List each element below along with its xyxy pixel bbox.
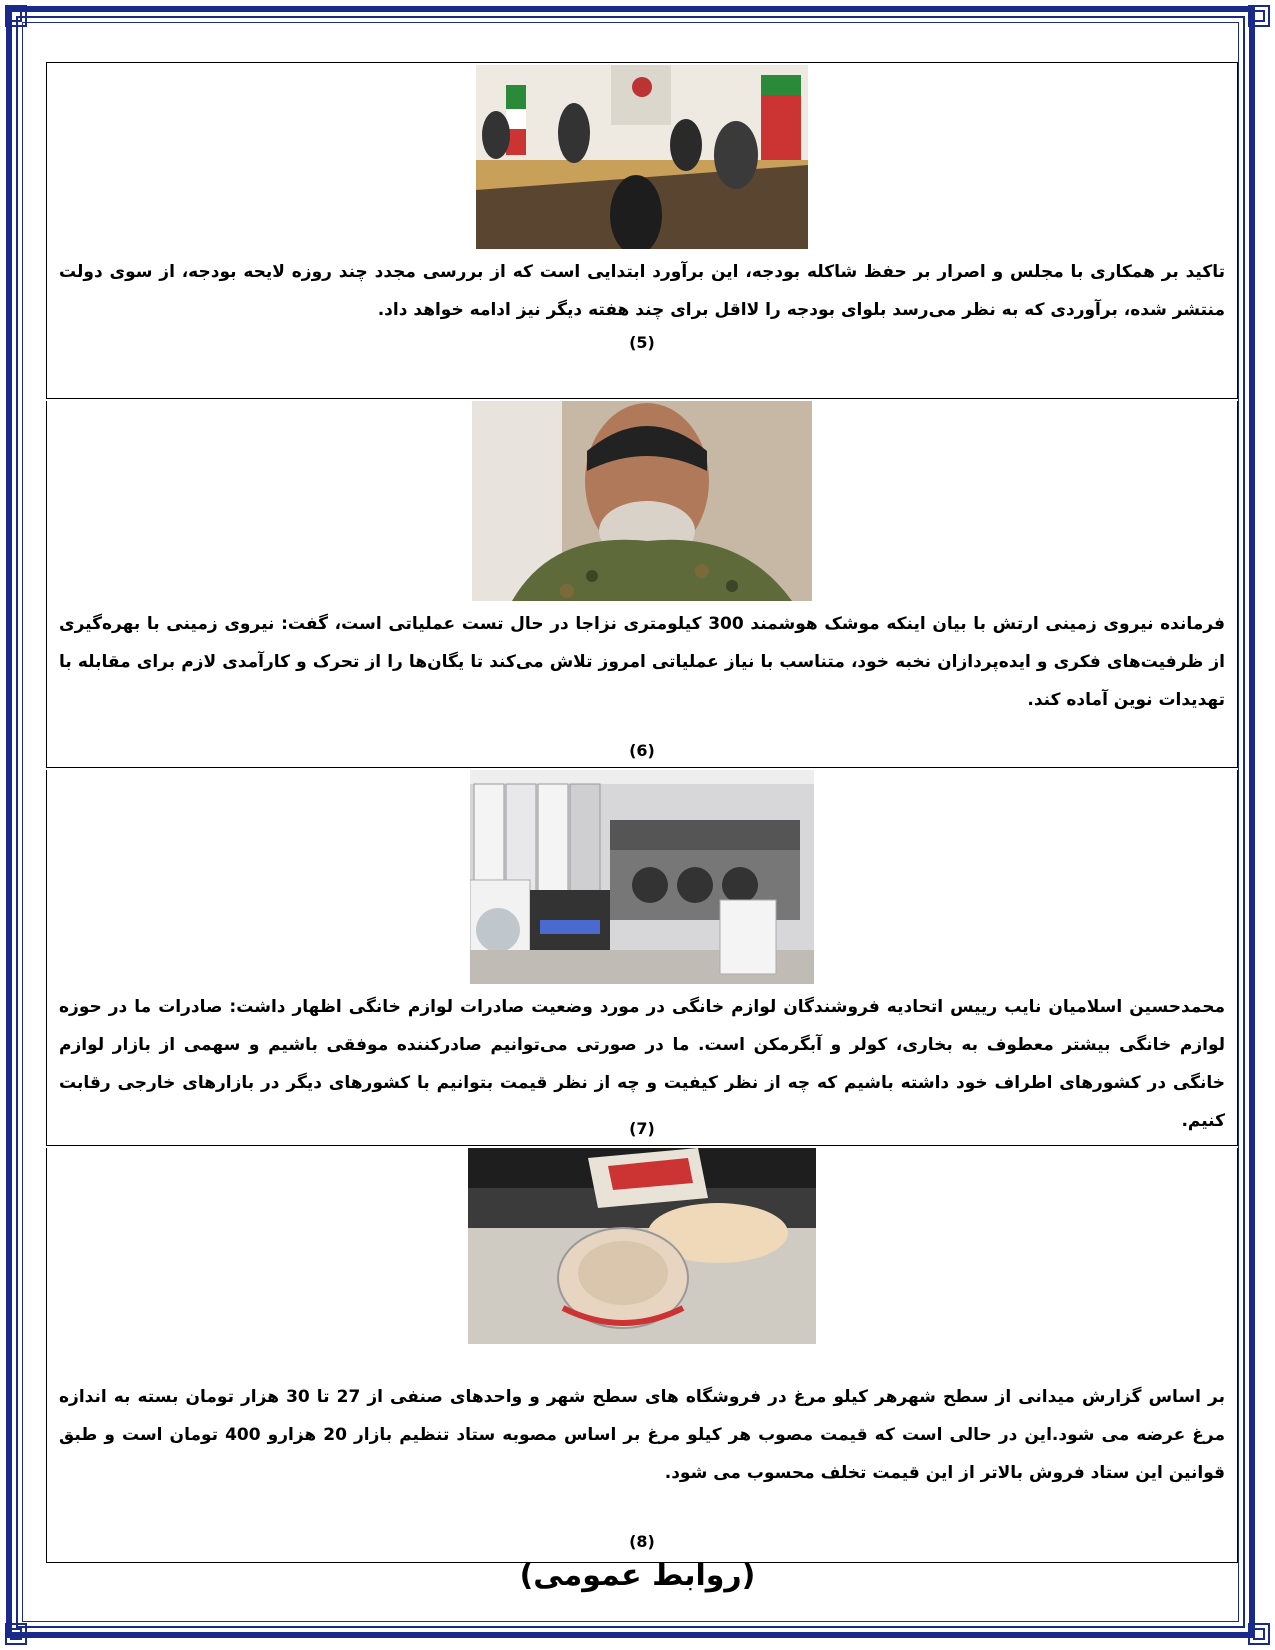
government-meeting-photo: [476, 65, 808, 249]
packaged-chicken-photo: [468, 1148, 816, 1344]
news-caption: محمدحسین اسلامیان نایب رییس اتحادیه فروشندگان لوازم خانگی در مورد وضعیت صادرات لوازم خانگی اظهار داشت: صادرات ما در حوزه لوازم خانگی بیشتر معطوف به بخاری، کولر و آبگرمکن است. ما در صورتی می‌توانیم صادرکننده موفقی باشیم و سهمی از بازار لوازم خانگی در کشورهای اطراف خود داشته باشیم که چه از نظر کیفیت و چه از نظر قیمت بتوانیم با کشورهای دیگر در بازارهای خارجی رقابت کنیم.: [59, 997, 1225, 1131]
news-number: (7): [629, 1119, 655, 1138]
corner-ornament-icon: [1245, 2, 1273, 30]
corner-ornament-icon: [2, 2, 30, 30]
news-list: [46, 62, 1238, 1563]
corner-ornament-icon: [1245, 1620, 1273, 1648]
corner-ornament-icon: [2, 1620, 30, 1648]
news-caption: فرمانده نیروی زمینی ارتش با بیان اینکه موشک هوشمند 300 کیلومتری نزاجا در حال تست عملیاتی است، گفت: نیروی زمینی با بهره‌گیری از ظرفیت‌های فکری و ایده‌پردازان نخبه خود، متناسب با نیاز عملیاتی امروز تلاش می‌کند تا یگان‌ها را از تحرک و کارآمدی لازم برای مقابله با تهدیدات نوین آماده کند.: [59, 614, 1225, 710]
news-caption: تاکید بر همکاری با مجلس و اصرار بر حفظ شاکله بودجه، این برآورد ابتدایی است که از بررسی مجدد چند روزه لایحه بودجه، از سوی دولت منتشر شده، برآوردی که به نظر می‌رسد بلوای بودجه را لااقل برای چند هفته دیگر نیز ادامه خواهد داد.: [59, 262, 1225, 320]
news-item: [46, 770, 1238, 1146]
news-item: [46, 62, 1238, 399]
news-number: (8): [629, 1532, 655, 1551]
news-item: [46, 401, 1238, 768]
news-number: (5): [629, 333, 655, 352]
news-caption: بر اساس گزارش میدانی از سطح شهرهر کیلو مرغ در فروشگاه های سطح شهر و واحدهای صنفی از 27 تا 30 هزار تومان بسته به اندازه مرغ عرضه می شود.این در حالی است که قیمت مصوب هر کیلو مرغ بر اساس مصوبه ستاد تنظیم بازار 20 هزارو 400 تومان است و طبق قوانین این ستاد فروش بالاتر از این قیمت تخلف محسوب می شود.: [59, 1387, 1225, 1483]
home-appliance-store-photo: [470, 770, 814, 984]
news-number: (6): [629, 741, 655, 760]
news-item: [46, 1148, 1238, 1563]
footer-public-relations: (روابط عمومی): [519, 1558, 756, 1593]
army-commander-portrait-photo: [472, 401, 812, 601]
